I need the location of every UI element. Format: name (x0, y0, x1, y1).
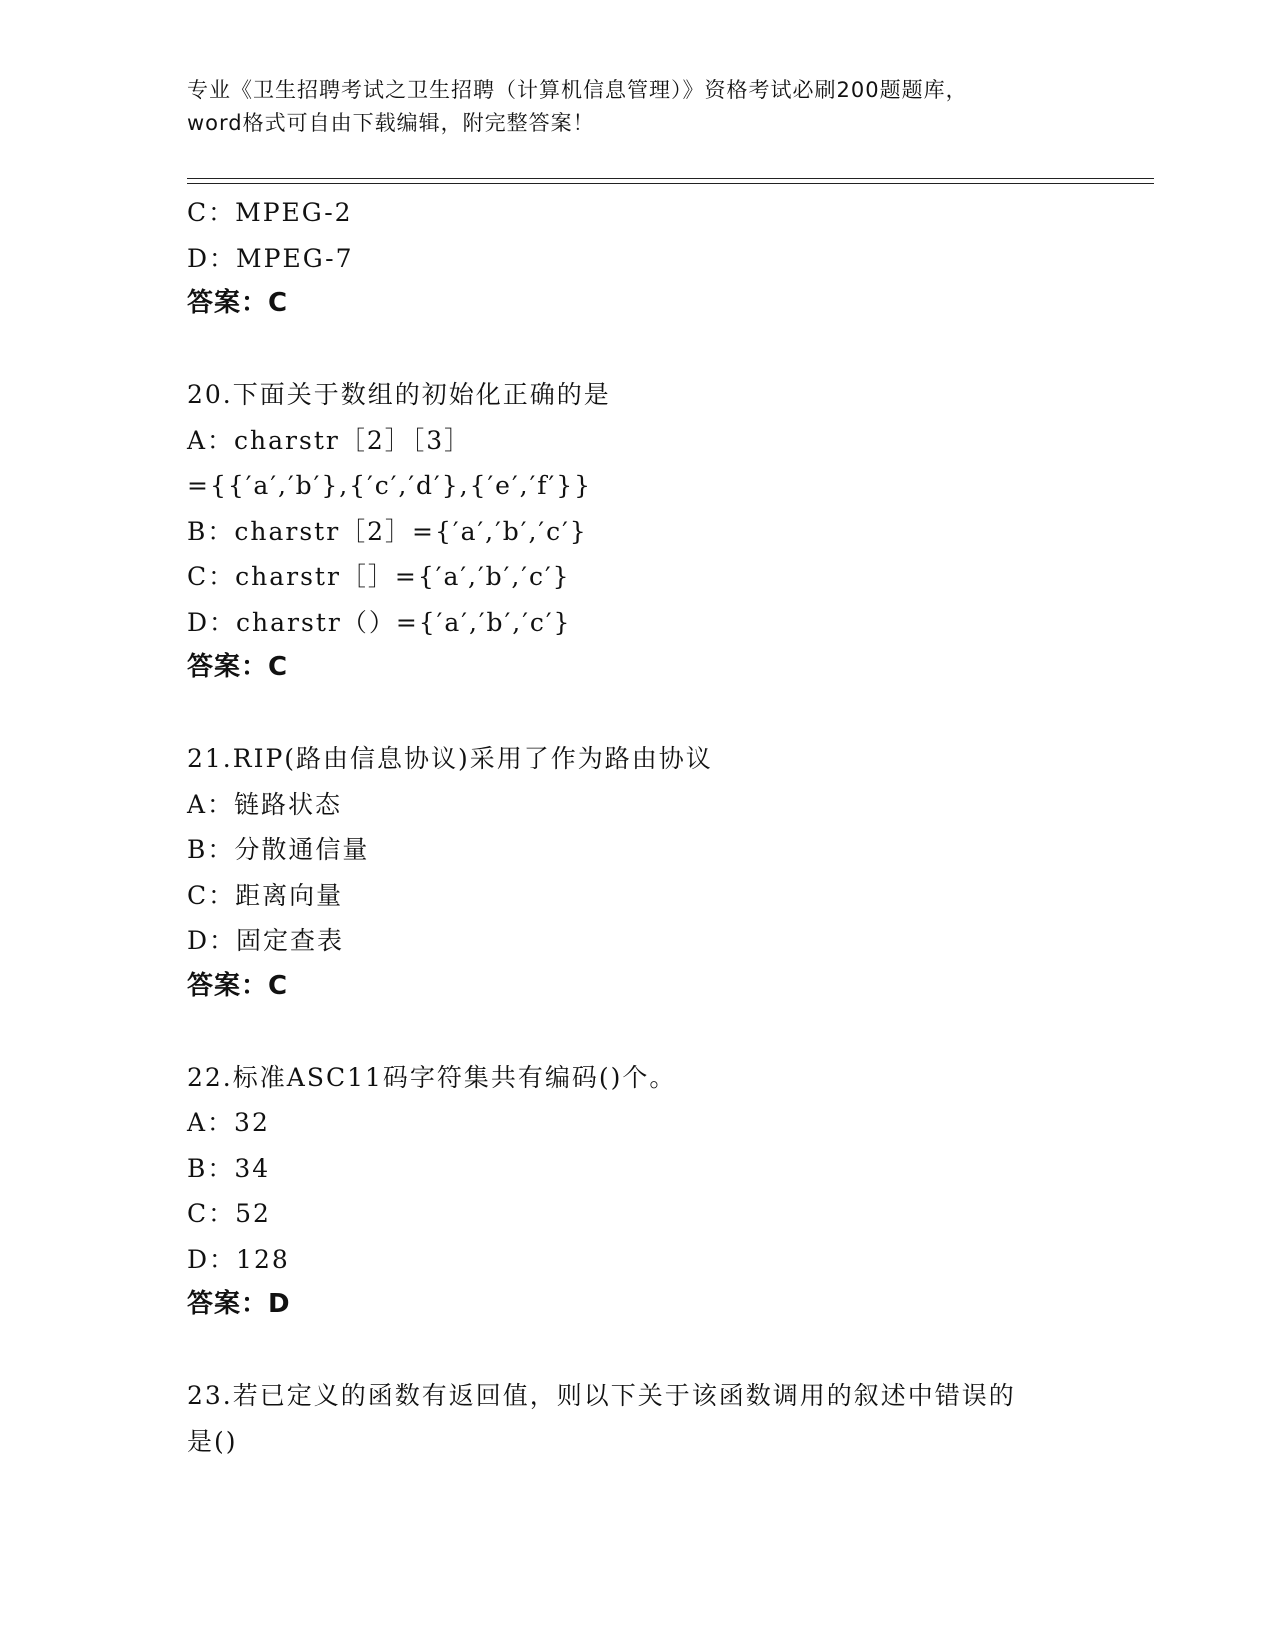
answer-line: 答案：C (187, 652, 289, 682)
question-stem: 23.若已定义的函数有返回值，则以下关于该函数调用的叙述中错误的 (187, 1381, 1016, 1410)
header-title-line-1: 专业《卫生招聘考试之卫生招聘（计算机信息管理）》资格考试必刷200题题库， (187, 78, 968, 102)
option-d: D：MPEG-7 (187, 243, 354, 273)
header-title-line-2: word格式可自由下载编辑，附完整答案！ (187, 111, 595, 135)
option-d: D：charstr（）={′a′,′b′,′c′} (187, 607, 572, 637)
option-b: B：分散通信量 (187, 835, 370, 864)
spacer (187, 1328, 1147, 1374)
option-a: A：链路状态 (187, 789, 343, 819)
question-stem: 20.下面关于数组的初始化正确的是 (187, 380, 611, 409)
question-23 (187, 1373, 1147, 1464)
option-b: B：charstr［2］={′a′,′b′,′c′} (187, 516, 588, 546)
option-d: D：固定查表 (187, 926, 345, 955)
option-c: C：MPEG-2 (187, 198, 353, 227)
header-divider-bottom (187, 183, 1154, 184)
option-a-continued: ={{′a′,′b′},{′c′,′d′},{′e′,′f′}} (187, 471, 593, 500)
question-stem-continued: 是() (187, 1426, 238, 1456)
spacer (187, 1009, 1147, 1055)
option-a: A：32 (187, 1108, 270, 1137)
question-20 (187, 372, 1147, 691)
answer-line: 答案：C (187, 970, 289, 1001)
question-21 (187, 736, 1147, 1009)
question-content (187, 190, 1147, 1464)
option-d: D：128 (187, 1244, 290, 1274)
question-19-tail (187, 190, 1147, 327)
answer-line: 答案：D (187, 1289, 291, 1319)
header-divider-top (187, 178, 1154, 179)
spacer (187, 327, 1147, 373)
option-a: A：charstr［2］［3］ (187, 425, 472, 455)
option-b: B：34 (187, 1153, 271, 1183)
spacer (187, 691, 1147, 737)
question-stem: 21.RIP(路由信息协议)采用了作为路由协议 (187, 744, 713, 773)
document-header (187, 74, 1087, 140)
question-22 (187, 1055, 1147, 1328)
option-c: C：52 (187, 1199, 271, 1228)
option-c: C：charstr［］={′a′,′b′,′c′} (187, 562, 571, 591)
answer-line: 答案：C (187, 288, 289, 318)
option-c: C：距离向量 (187, 880, 344, 910)
question-stem: 22.标准ASC11码字符集共有编码()个。 (187, 1062, 677, 1092)
